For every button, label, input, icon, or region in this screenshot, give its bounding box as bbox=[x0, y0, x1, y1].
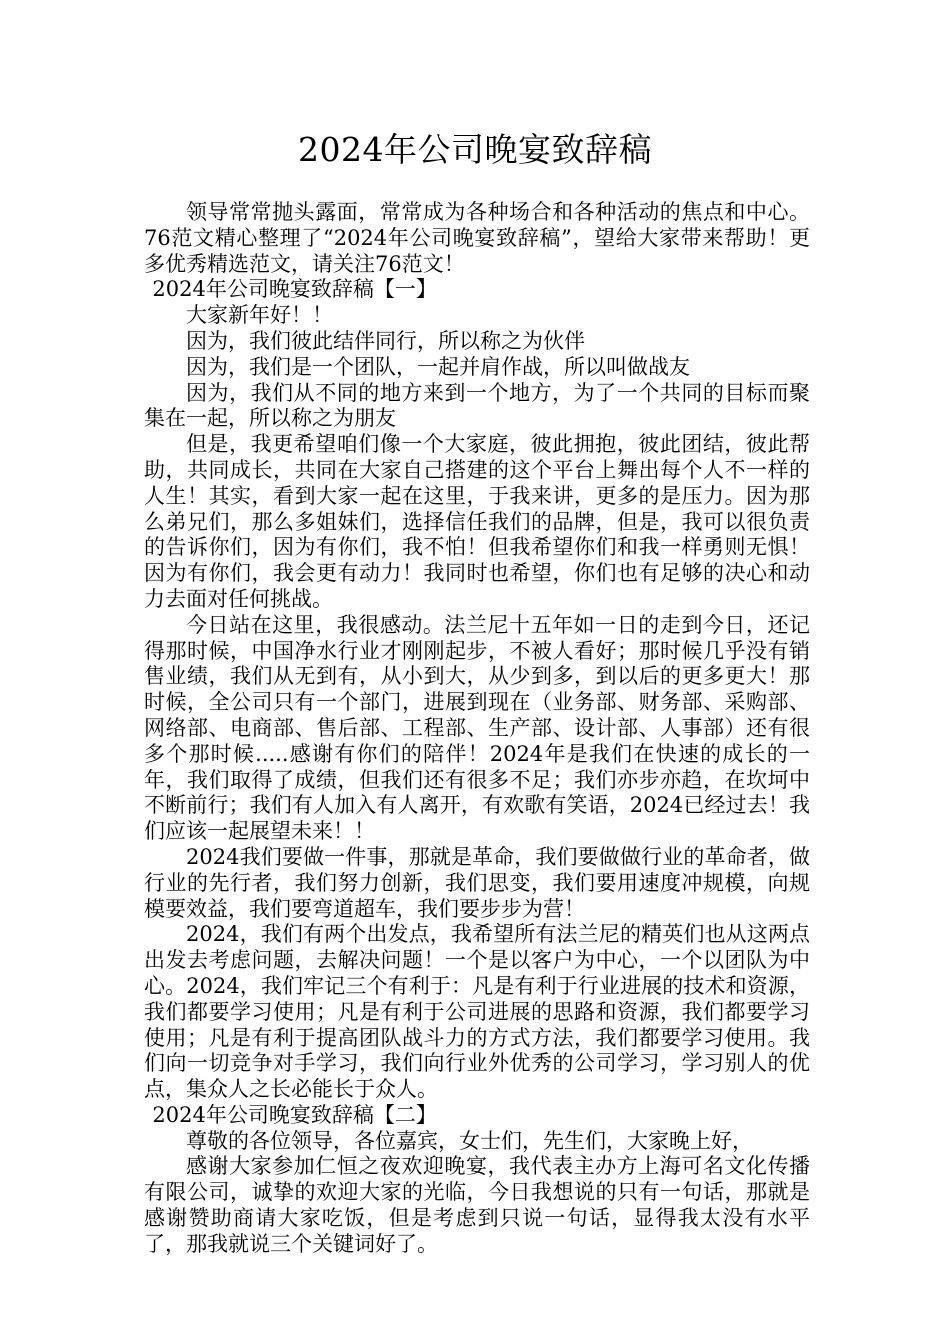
body-paragraph: 今日站在这里，我很感动。法兰尼十五年如一日的走到今日，还记得那时候，中国净水行业才刚刚起步，不被人看好；那时候几乎没有销售业绩，我们从无到有，从小到大，从少到多，到以后的更多更大！那时候，全公司只有一个部门，进展到现在（业务部、财务部、采购部、网络部、电商部、售后部、工程部、生产部、设计部、人事部）还有很多个那时候.....感谢有你们的陪伴！2024年是我们在快速的成长的一年，我们取得了成绩，但我们还有很多不足；我们亦步亦趋，在坎坷中不断前行；我们有人加入有人离开，有欢歌有笑语，2024已经过去！我们应该一起展望未来！！ bbox=[144, 612, 810, 844]
intro-paragraph: 领导常常抛头露面，常常成为各种场合和各种活动的焦点和中心。76范文精心整理了“2024年公司晚宴致辞稿”，望给大家带来帮助！更多优秀精选范文，请关注76范文！ bbox=[144, 200, 810, 276]
body-paragraph: 2024我们要做一件事，那就是革命，我们要做做行业的革命者，做行业的先行者，我们努力创新，我们思变，我们要用速度冲规模，向规模要效益，我们要弯道超车，我们要步步为营！ bbox=[144, 844, 810, 921]
section-heading-two: 2024年公司晚宴致辞稿【二】 bbox=[152, 1102, 437, 1127]
body-paragraph: 但是，我更希望咱们像一个大家庭，彼此拥抱，彼此团结，彼此帮助，共同成长，共同在大家自己搭建的这个平台上舞出每个人不一样的人生！其实，看到大家一起在这里，于我来讲，更多的是压力。因为那么弟兄们，那么多姐妹们，选择信任我们的品牌，但是，我可以很负责的告诉你们，因为有你们，我不怕！但我希望你们和我一样勇则无惧！因为有你们，我会更有动力！我同时也希望，你们也有足够的决心和动力去面对任何挑战。 bbox=[144, 432, 810, 611]
body-paragraph: 感谢大家参加仁恒之夜欢迎晚宴，我代表主办方上海可名文化传播有限公司，诚挚的欢迎大家的光临，今日我想说的只有一句话，那就是感谢赞助商请大家吃饭，但是考虑到只说一句话，显得我太没有水平了，那我就说三个关键词好了。 bbox=[144, 1154, 810, 1256]
body-paragraph: 大家新年好！！ bbox=[186, 303, 333, 328]
document-body bbox=[144, 200, 810, 1258]
body-paragraph: 尊敬的各位领导，各位嘉宾，女士们，先生们，大家晚上好， bbox=[186, 1128, 753, 1153]
section-heading-one: 2024年公司晚宴致辞稿【一】 bbox=[152, 277, 437, 302]
body-paragraph: 因为，我们是一个团队，一起并肩作战，所以叫做战友 bbox=[186, 354, 690, 379]
body-paragraph: 因为，我们彼此结伴同行，所以称之为伙伴 bbox=[186, 328, 585, 353]
body-paragraph: 因为，我们从不同的地方来到一个地方，为了一个共同的目标而聚集在一起，所以称之为朋友 bbox=[144, 380, 810, 431]
body-paragraph: 2024，我们有两个出发点，我希望所有法兰尼的精英们也从这两点出发去考虑问题，去解决问题！一个是以客户为中心，一个以团队为中心。2024，我们牢记三个有利于：凡是有利于行业进展的技术和资源，我们都要学习使用；凡是有利于公司进展的思路和资源，我们都要学习使用；凡是有利于提高团队战斗力的方式方法，我们都要学习使用。我们向一切竞争对手学习，我们向行业外优秀的公司学习，学习别人的优点，集众人之长必能长于众人。 bbox=[144, 922, 810, 1102]
page-title: 2024年公司晚宴致辞稿 bbox=[298, 130, 652, 169]
